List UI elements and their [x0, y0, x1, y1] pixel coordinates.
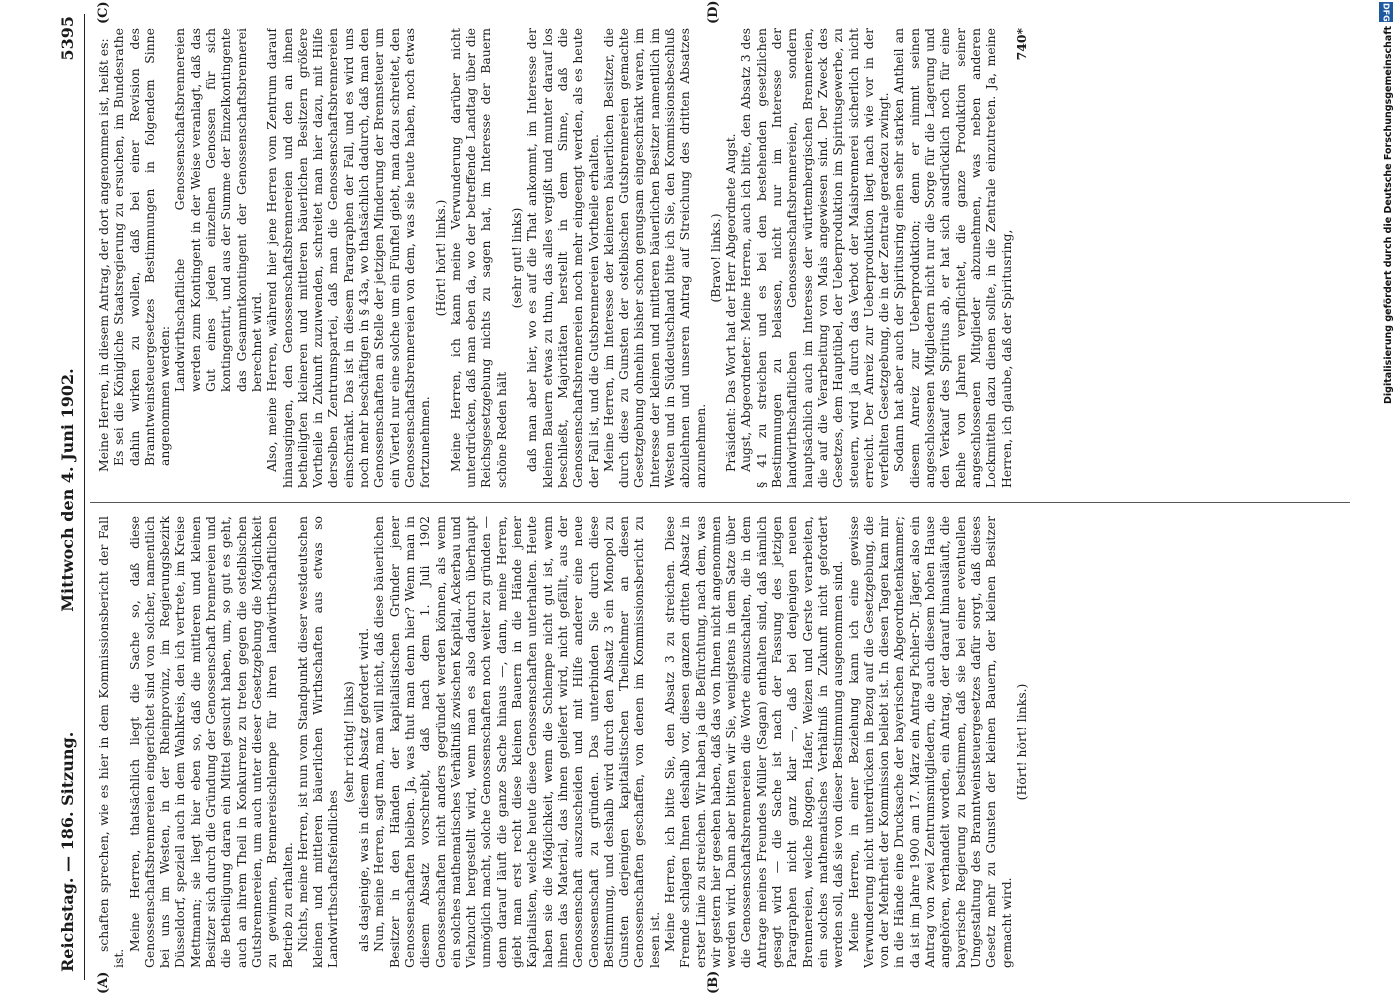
- paragraph: Sodann hat aber auch der Spiritusring einen sehr starken Antheil an diesem Anreiz zur Ueberproduktion; denn er nimmt seinen angeschlossenen Mitgliedern nicht nur die Sorge für die Lagerung und den Verkauf des Spiritus ab, er hat sich ausdrücklich noch für eine Reihe von Jahren verpflichtet, die ganze Produktion seiner angeschlossenen Mitglieder abzunehmen, was neben anderen Lockmitteln dazu dienen sollte, in die Zentrale einzutreten. Ja, meine Herren, ich glaube, daß der Spiritusring,: [891, 28, 1014, 488]
- signature-mark: 740*: [1013, 28, 1029, 61]
- paragraph: schaften sprechen, wie es hier in dem Kommissionsbericht der Fall ist.: [96, 516, 127, 968]
- column-divider: [90, 502, 1350, 503]
- digitization-credit: Digitalisierung gefördert durch die Deutsche Forschungsgemeinschaft: [1383, 26, 1394, 404]
- margin-marker-b: (B): [706, 970, 721, 994]
- paragraph: (sehr richtig! links): [340, 681, 356, 803]
- paragraph: Meine Herren, in diesem Antrag, der dort angenommen ist, heißt es:: [96, 38, 111, 472]
- dfg-logo: DFG: [1379, 2, 1393, 22]
- paragraph: Es sei die Königliche Staatsregierung zu ersuchen, im Bundesrathe dahin wirken zu wollen, daß bei einer Revision des Branntweinsteuergesetzes Bestimmungen in folgendem Sinne angenommen werden:: [111, 28, 173, 466]
- paragraph: (Hört! hört! links.): [432, 199, 448, 317]
- paragraph: Also, meine Herren, während hier jene Herren vom Zentrum darauf hinausgingen, den Genossenschaftsbrennereien und den an ihnen betheiligten kleineren und mittleren bäuerlichen Besitzern größere Vortheile in Zukunft zuzuwenden, schreitet man hier dazu, mit Hilfe derselben Zentrumspartei, daß man die Genossenschaftsbrennereien einschränkt. Das ist in diesem Paragraphen der Fall, und es wird uns noch mehr beschäftigen in § 43a, wo thatsächlich dadurch, daß man den Genossenschaften an Stelle der jetzigen Minderung der Brennsteuer um ein Viertel nur eine solche um ein Fünftel giebt, man dazu schreitet, den Genossenschaftsbrennereien von dem, was sie heute haben, noch etwas fortzunehmen.: [264, 28, 433, 488]
- paragraph: Meine Herren, ich bitte Sie, den Absatz 3 zu streichen. Diese Fremde schlagen Ihnen deshalb vor, diesen ganzen dritten Absatz in erster Linie zu streichen. Wir haben ja die Befürchtung, nach dem, was wir gestern hier gesehen haben, daß das von Ihnen nicht angenommen werden wird. Dann aber bitten wir Sie, wenigstens in dem Satze über die Genossenschaftsbrennereien die Worte einzuschalten, die in dem Antrage meines Freundes Müller (Sagan) enthalten sind, daß nämlich gesagt wird — die Sache ist nach der Fassung des jetzigen Paragraphen nicht ganz klar —, daß bei denjenigen neuen Brennereien, welche Roggen, Hafer, Weizen und Gerste verarbeiten, ein solches mathematisches Verhältniß in Zukunft nicht gefordert werden soll, daß sie von dieser Bestimmung ausgenommen sind.: [661, 516, 846, 968]
- paragraph: (sehr gut! links): [509, 207, 525, 309]
- paragraph: Meine Herren, ich kann meine Verwunderung darüber nicht unterdrücken, daß man eben da, wo der betreffende Landtag über die Reichsgesetzgebung nichts zu sagen hat, im Interesse der Bauern schöne Reden hält: [447, 28, 509, 488]
- paragraph: Nun, meine Herren, sagt man, man will nicht, daß diese bäuerlichen Besitzer in den Händen der kapitalistischen Gründer jener Genossenschaften bleiben. Ja, was thut man denn hier? Wenn man in diesem Absatz vorschreibt, daß nach dem 1. Juli 1902 Genossenschaften nicht anders gegründet werden können, als wenn ein solches mathematisches Verhältniß zwischen Kapital, Ackerbau und Viehzucht hergestellt wird, wenn man es also dadurch überhaupt unmöglich macht, solche Genossenschaften noch weiter zu gründen — denn darauf läuft die ganze Sache hinaus —, dann, meine Herren, giebt man erst recht diese kleinen Bauern in die Hände jener Kapitalisten, welche heute diese Genossenschaften unterhalten. Heute haben sie die Möglichkeit, wenn die Schlempe nicht gut ist, wenn ihnen das Material, das ihnen geliefert wird, nicht gefällt, aus der Genossenschaft auszuscheiden und mit Hilfe anderer eine neue Genossenschaft zu gründen. Das unterbinden Sie durch diese Bestimmung, und deshalb wird durch den Absatz 3 ein Monopol zu Gunsten derjenigen kapitalistischen Theilnehmer an diesen Genossenschaften geschaffen, von denen im Kommissionsbericht zu lesen ist.: [371, 516, 662, 968]
- paragraph: (Bravo! links.): [707, 213, 723, 303]
- paragraph: Augst, Abgeordneter: Meine Herren, auch ich bitte, den Absatz 3 des § 41 zu streichen und es bei den bestehenden gesetzlichen Bestimmungen zu belassen, nicht nur im Interesse der landwirthschaftlichen Genossenschaftsbrennereien, sondern hauptsächlich auch im Interesse der württembergischen Brennereien, die auf die Verarbeitung von Mais angewiesen sind. Der Zweck des Gesetzes, dem Hauptübel, der Ueberproduktion im Spiritusgewerbe, zu steuern, wird ja durch das Verbot der Maisbrennerei sicherlich nicht erreicht. Der Anreiz zur Ueberproduktion liegt nach wie vor in der verfehlten Gesetzgebung, die in der Zentrale geradezu zwingt.: [738, 28, 892, 488]
- paragraph: Präsident: Das Wort hat der Herr Abgeordnete Augst.: [723, 133, 739, 472]
- paragraph: daß man aber hier, wo es auf die That ankommt, im Interesse der kleinen Bauern etwas zu thun, das alles vergißt und munter darauf los beschließt, Majoritäten herstellt in dem Sinne, daß die Genossenschaftsbrennereien noch mehr eingeengt werden, als es heute der Fall ist, und die Gutsbrennereien Vortheile erhalten.: [524, 28, 601, 488]
- running-head-left: Reichstag. — 186. Sitzung.: [58, 731, 77, 972]
- paragraph: (Hört! hört! links.): [1013, 683, 1029, 801]
- left-text-column: [96, 516, 1316, 968]
- right-text-column: [96, 28, 1316, 488]
- paragraph: Meine Herren, thatsächlich liegt die Sache so, daß diese Genossenschaftsbrennereien eingerichtet sind von solcher, namentlich bei uns im Westen, in der Rheinprovinz, im Regierungsbezirk Düsseldorf, speziell auch in dem Wahlkreis, den ich vertrete, im Kreise Mettmann; sie liegt hier eben so, daß die mittleren und kleinen Besitzer sich durch die Gründung der Genossenschaft brennereien und die Betheiligung daran ein Mittel gesucht haben, um, so gut es geht, auch an ihrem Theil in Konkurrenz zu treten gegen die ostelbischen Gutsbrennereien, um auch unter dieser Gesetzgebung die Möglichkeit zu gewinnen, Brennereischlempe für ihren landwirthschaftlichen Betrieb zu erhalten.: [126, 516, 295, 968]
- margin-marker-a: (A): [96, 971, 111, 994]
- paragraph: Meine Herren, im Interesse der kleineren bäuerlichen Besitzer, die durch diese zu Gunsten der ostelbischen Gutsbrennereien gemachte Gesetzgebung ohnehin bisher schon genugsam eingeschränkt waren, im Interesse der kleinen und mittleren bäuerlichen Besitzer namentlich im Westen und in Süddeutschland bitte ich Sie, den Kommissionsbeschluß abzulehnen und unseren Antrag auf Streichung des dritten Absatzes anzunehmen.: [600, 28, 708, 488]
- paragraph: Landwirthschaftliche Genossenschaftsbrennereien werden zum Kontingent in der Weise veranlagt, daß das Gut eines jeden einzelnen Genossen für sich kontingentirt, und aus der Summe der Einzelkontingente das Gesammtkontingent der Genossenschaftsbrennerei berechnet wird.: [172, 28, 264, 392]
- page-number: 5395: [58, 16, 77, 61]
- paragraph: Nichts, meine Herren, ist nun vom Standpunkt dieser westdeutschen kleinen und mittleren bäuerlichen Wirthschaften aus etwas so Landwirthschaftsfeindliches: [294, 516, 341, 968]
- margin-marker-d: (D): [706, 0, 721, 24]
- header-rule: [84, 14, 85, 980]
- paragraph: als dasjenige, was in diesem Absatz gefordert wird.: [356, 627, 372, 952]
- running-head-date: Mittwoch den 4. Juni 1902.: [58, 368, 77, 612]
- paragraph: Meine Herren, in einer Beziehung kann ich eine gewisse Verwunderung nicht unterdrücken in Bezug auf die Gesetzgebung, die von der Mehrheit der Kommission beliebt ist. In diesen Tagen kam mir in die Hände eine Drucksache der bayerischen Abgeordnetenkammer; da ist im Jahre 1900 am 17. März ein Antrag Pichler-Dr. Jäger, also ein Antrag von zwei Zentrumsmitgliedern, die auch diesem hohen Hause angehören, verhandelt worden, ein Antrag, der darauf hinausläuft, die bayerische Regierung zu bestimmen, daß sie bei einer eventuellen Umgestaltung des Branntweinsteuergesetzes dafür sorgt, daß dieses Gesetz mehr zu Gunsten der kleinen Bauern, der kleinen Besitzer gemacht wird.: [845, 516, 1014, 968]
- margin-marker-c: (C): [96, 1, 111, 24]
